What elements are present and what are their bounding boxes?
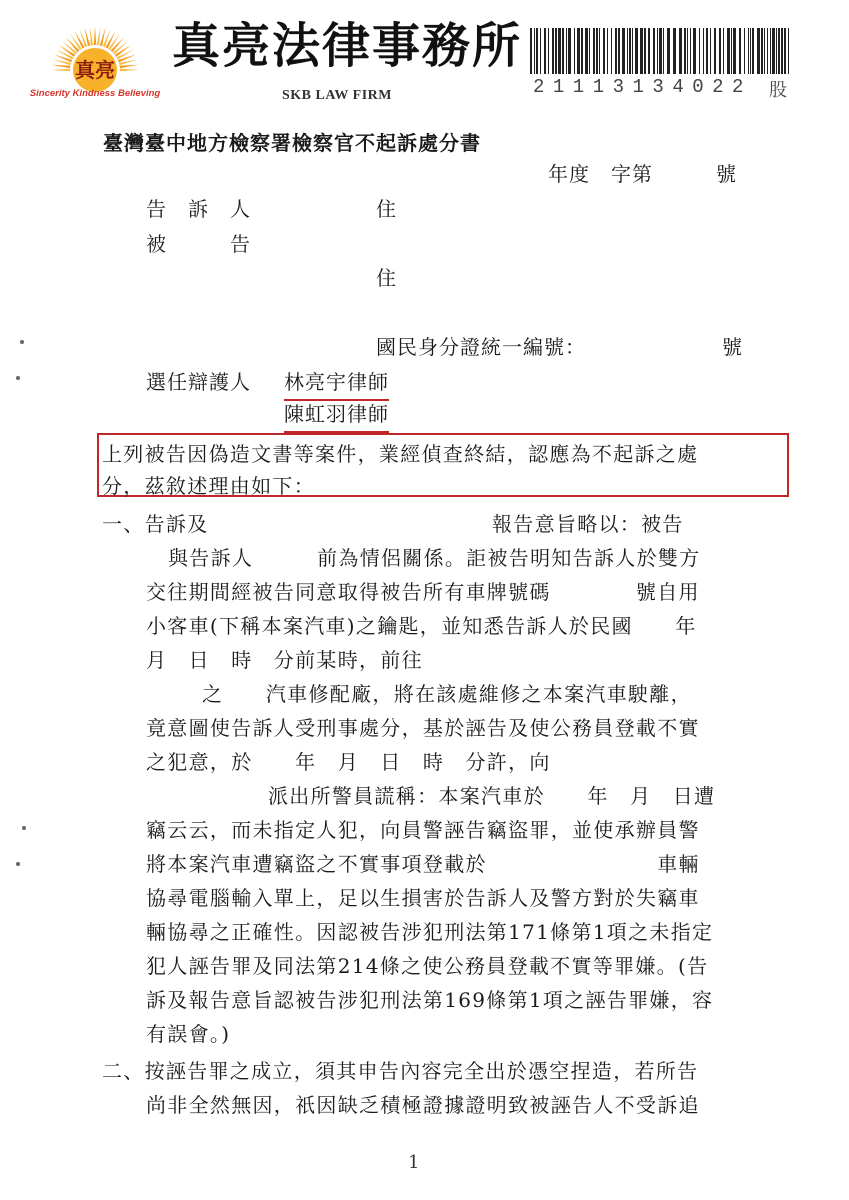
page-number: 1 xyxy=(408,1152,420,1173)
defense-lawyer-1: 林亮宇律師 xyxy=(284,368,389,401)
section-1-line: 竊云云，而未指定人犯，向員警誣告竊盜罪，並使承辦員警 xyxy=(146,818,700,842)
barcode-suffix: 股 xyxy=(769,80,787,101)
section-1-heading-right: 報告意旨略以：被告 xyxy=(492,512,684,536)
firm-name: 真亮法律事務所 xyxy=(172,18,523,74)
defense-lawyer-2: 陳虹羽律師 xyxy=(284,400,389,433)
section-1-line: 之犯意，於 年 月 日 時 分許，向 xyxy=(146,750,551,774)
logo-text: 真亮 xyxy=(75,58,115,82)
section-1-line: 輛協尋之正確性。因認被告涉犯刑法第171條第1項之未指定 xyxy=(146,920,714,944)
id-number-suffix: 號 xyxy=(722,335,743,359)
barcode-number: 21113134022 xyxy=(533,76,752,98)
section-1-line: 派出所警員謊稱：本案汽車於 年 月 日遭 xyxy=(268,784,716,808)
section-1-line: 訴及報告意旨認被告涉犯刑法第169條第1項之誣告罪嫌，容 xyxy=(146,988,714,1012)
scan-speck xyxy=(20,340,24,344)
id-number-label: 國民身分證統一編號： xyxy=(376,335,586,359)
section-1-line: 犯人誣告罪及同法第214條之使公務員登載不實等罪嫌。(告 xyxy=(146,954,709,978)
scan-speck xyxy=(16,376,20,380)
defense-counsel-label: 選任辯護人 xyxy=(146,370,251,394)
section-1-line: 協尋電腦輸入單上，足以生損害於告訴人及警方對於失竊車 xyxy=(146,886,700,910)
firm-name-en: SKB LAW FIRM xyxy=(282,88,392,103)
section-2-line: 尚非全然無因，祇因缺乏積極證據證明致被誣告人不受訴追 xyxy=(146,1093,700,1117)
section-1-line: 交往期間經被告同意取得被告所有車牌號碼 號自用 xyxy=(146,580,700,604)
defendant-address-label: 住 xyxy=(376,266,397,290)
section-1-line: 有誤會。) xyxy=(146,1022,231,1046)
intro-line: 分，茲敘述理由如下： xyxy=(102,474,315,498)
intro-line: 上列被告因偽造文書等案件，業經偵查終結，認應為不起訴之處 xyxy=(102,442,699,466)
law-firm-logo xyxy=(28,22,162,98)
section-1-line: 竟意圖使告訴人受刑事處分，基於誣告及使公務員登載不實 xyxy=(146,716,700,740)
defendant-label: 被 告 xyxy=(146,232,251,256)
logo-slogan: Sincerity Kindness Believing xyxy=(29,88,161,98)
section-1-line: 之 汽車修配廠，將在該處維修之本案汽車駛離， xyxy=(202,682,692,706)
document-title: 臺灣臺中地方檢察署檢察官不起訴處分書 xyxy=(103,131,481,155)
section-1-line: 將本案汽車遭竊盜之不實事項登載於 車輛 xyxy=(146,852,700,876)
case-number: 年度 字第 號 xyxy=(548,162,737,186)
barcode xyxy=(530,28,792,74)
section-1-line: 月 日 時 分前某時，前往 xyxy=(146,648,423,672)
complainant-address-label: 住 xyxy=(376,197,397,221)
section-1-line: 小客車(下稱本案汽車)之鑰匙，並知悉告訴人於民國 年 xyxy=(146,614,697,638)
section-1-heading: 一、告訴及 xyxy=(102,512,209,536)
section-1-line: 與告訴人 前為情侶關係。詎被告明知告訴人於雙方 xyxy=(168,546,701,570)
section-2-line: 二、按誣告罪之成立，須其申告內容完全出於憑空捏造，若所告 xyxy=(102,1059,699,1083)
scan-speck xyxy=(22,826,26,830)
scan-speck xyxy=(16,862,20,866)
complainant-label: 告 訴 人 xyxy=(146,197,251,221)
